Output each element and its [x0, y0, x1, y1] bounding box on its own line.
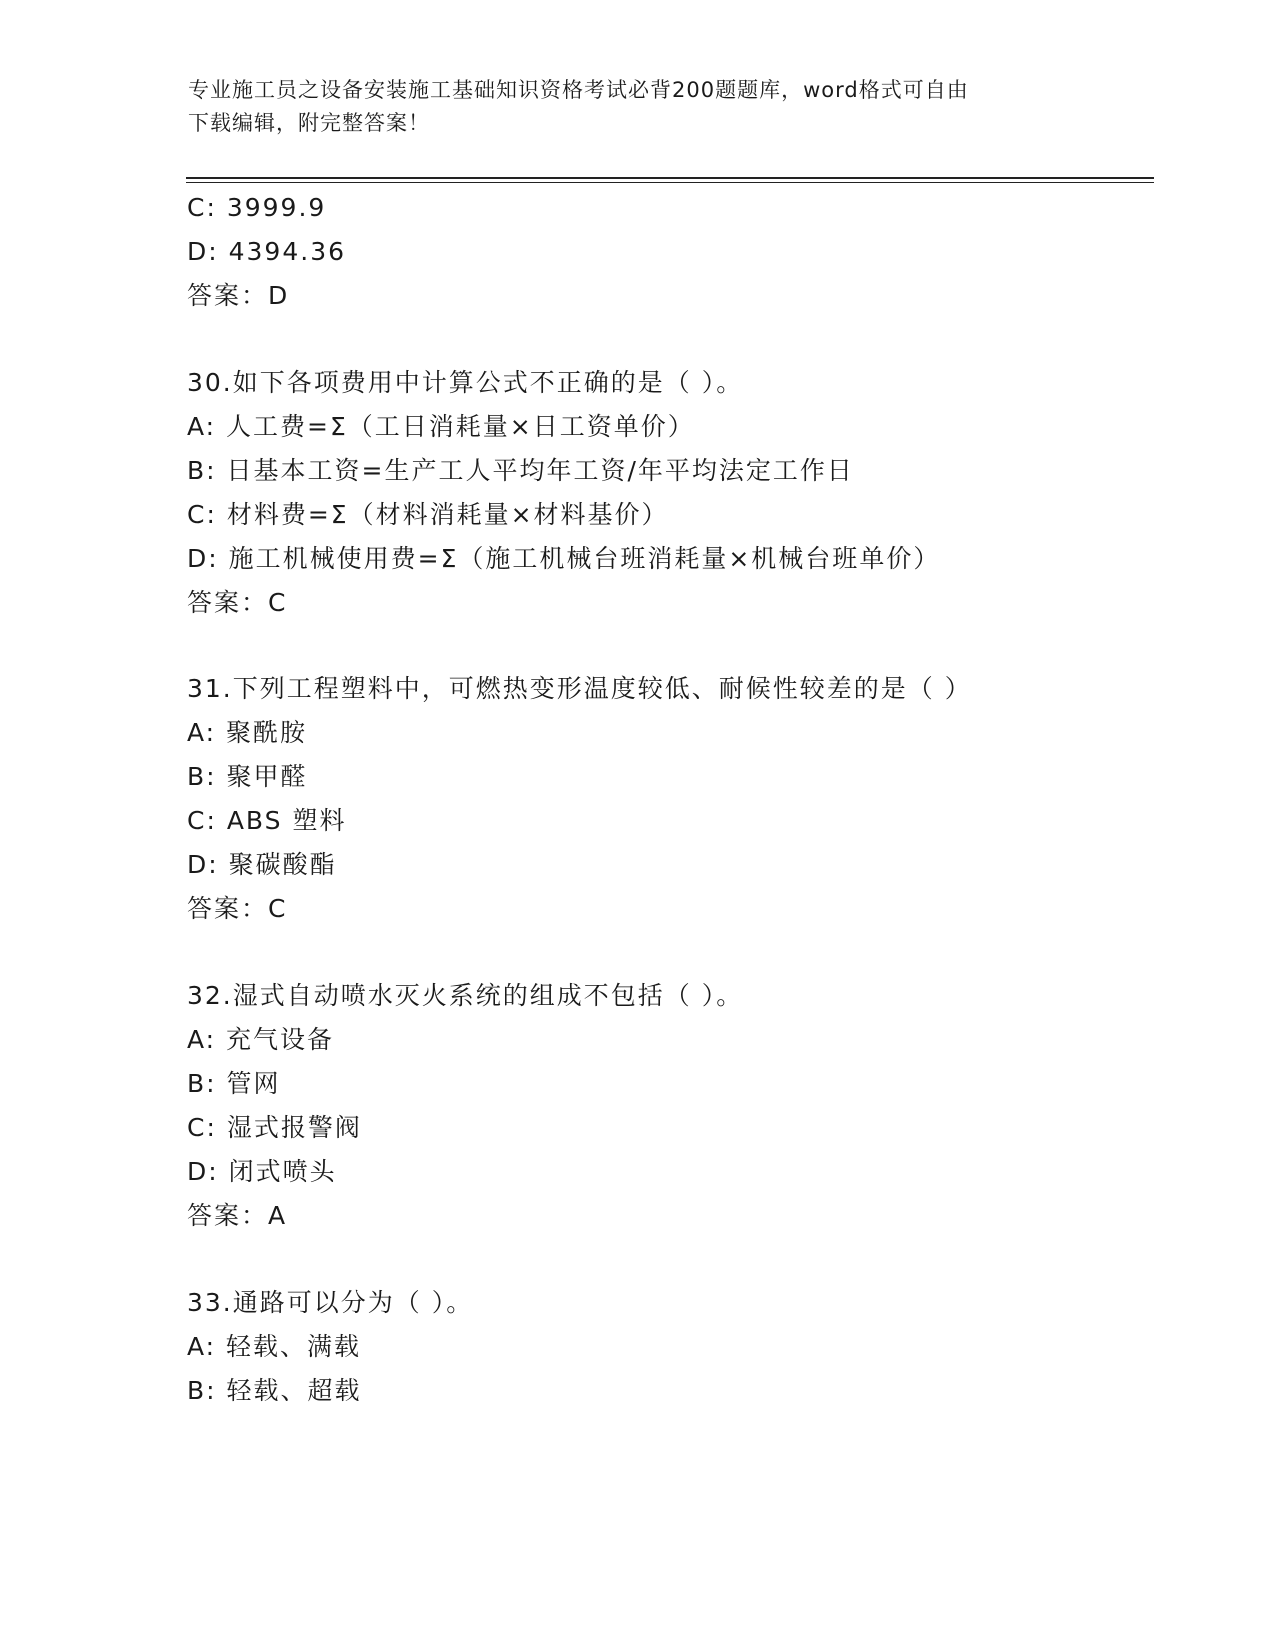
- option-d: D: 施工机械使用费=Σ（施工机械台班消耗量×机械台班单价）: [187, 544, 941, 573]
- question-33: 33.通路可以分为（ ）。: [187, 1288, 474, 1317]
- option-c: C: 材料费=Σ（材料消耗量×材料基价）: [187, 500, 669, 529]
- option-d: D: 闭式喷头: [187, 1157, 337, 1186]
- option-a: A: 人工费=Σ（工日消耗量×日工资单价）: [187, 412, 695, 441]
- header-divider-thin: [186, 182, 1154, 183]
- answer-line: 答案：A: [187, 1201, 288, 1230]
- answer-line: 答案：D: [187, 281, 290, 310]
- option-d: D: 4394.36: [187, 237, 347, 266]
- option-d: D: 聚碳酸酯: [187, 850, 337, 879]
- answer-line: 答案：C: [187, 894, 288, 923]
- option-b: B: 管网: [187, 1069, 281, 1098]
- header-line-2: 下载编辑，附完整答案！: [188, 111, 430, 135]
- question-31: 31.下列工程塑料中，可燃热变形温度较低、耐候性较差的是（ ）: [187, 674, 972, 703]
- header-divider-thick: [186, 177, 1154, 179]
- question-32: 32.湿式自动喷水灭火系统的组成不包括（ ）。: [187, 981, 744, 1010]
- option-a: A: 聚酰胺: [187, 718, 308, 747]
- option-a: A: 充气设备: [187, 1025, 335, 1054]
- document-header: [188, 74, 1068, 140]
- option-b: B: 日基本工资=生产工人平均年工资/年平均法定工作日: [187, 456, 854, 485]
- option-b: B: 聚甲醛: [187, 762, 308, 791]
- option-a: A: 轻载、满载: [187, 1332, 362, 1361]
- question-30: 30.如下各项费用中计算公式不正确的是（ ）。: [187, 368, 744, 397]
- option-c: C: ABS 塑料: [187, 806, 347, 835]
- answer-line: 答案：C: [187, 588, 288, 617]
- option-c: C: 3999.9: [187, 193, 327, 222]
- header-line-1: 专业施工员之设备安装施工基础知识资格考试必背200题题库，word格式可自由: [188, 78, 969, 102]
- option-c: C: 湿式报警阀: [187, 1113, 362, 1142]
- option-b: B: 轻载、超载: [187, 1376, 362, 1405]
